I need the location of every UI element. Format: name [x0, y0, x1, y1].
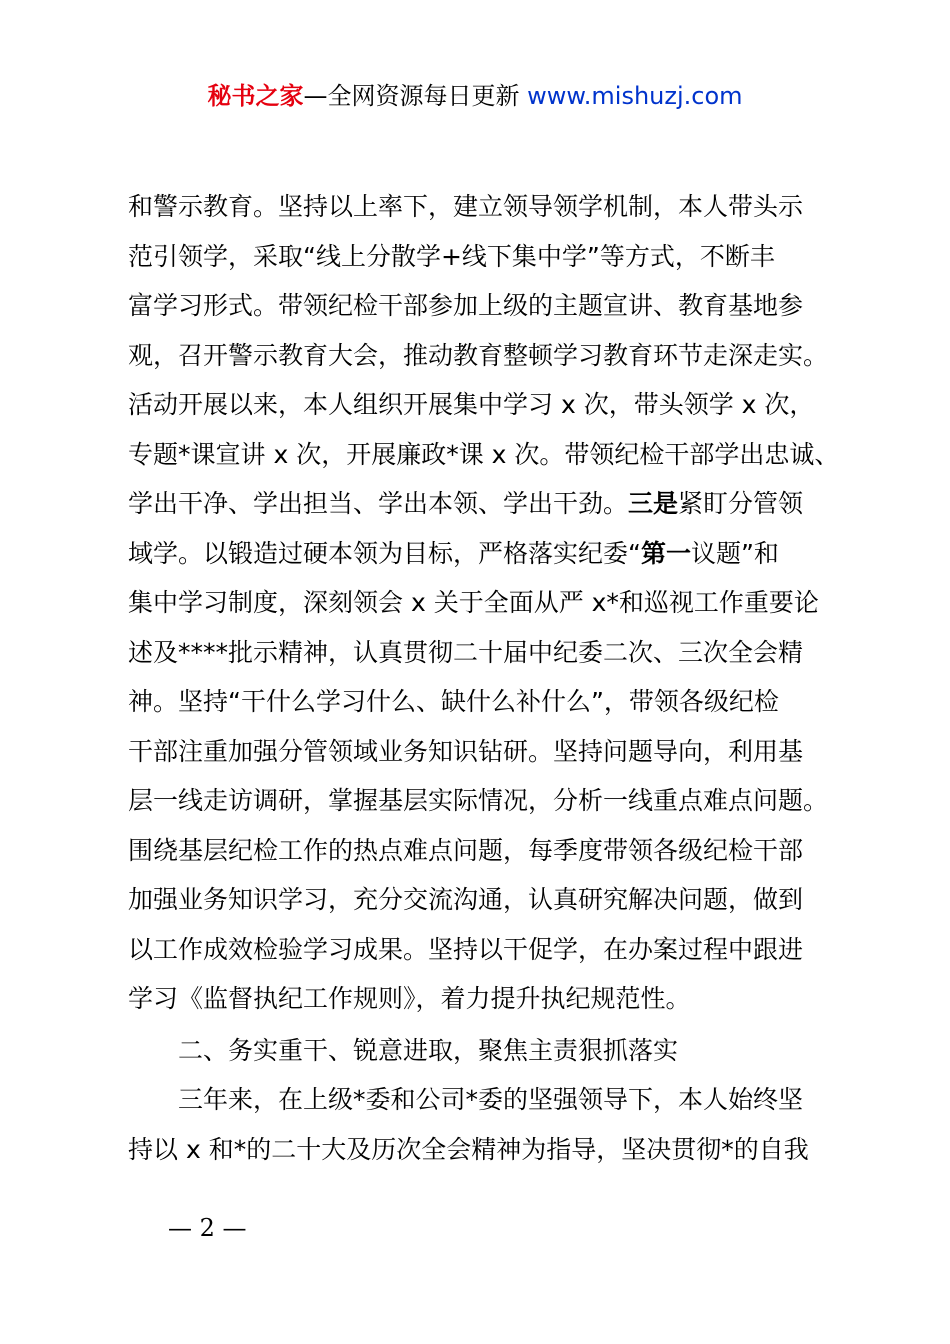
text-line: 观，召开警示教育大会，推动教育整顿学习教育环节走深走实。 [128, 340, 829, 370]
site-brand: 秘书之家 [207, 82, 304, 110]
page-number: — 2 — [168, 1214, 247, 1242]
site-tagline: —全网资源每日更新 [303, 82, 528, 110]
text-line: 述及****批示精神，认真贯彻二十届中纪委二次、三次全会精 [128, 637, 804, 667]
text-run: 域学。以锻造过硬本领为目标，严格落实纪委“ [128, 538, 641, 568]
text-line: 持以 x 和*的二十大及历次全会精神为指导，坚决贯彻*的自我 [128, 1134, 809, 1164]
text-line: 以工作成效检验学习成果。坚持以干促学，在办案过程中跟进 [128, 934, 804, 964]
text-line [128, 529, 838, 579]
site-header [0, 78, 950, 114]
text-line: 神。坚持“干什么学习什么、缺什么补什么”，带领各级纪检 [128, 687, 779, 716]
text-line: 层一线走访调研，掌握基层实际情况，分析一线重点难点问题。 [128, 786, 829, 815]
text-line: 集中学习制度，深刻领会 x 关于全面从严 x*和巡视工作重要论 [128, 588, 819, 617]
text-line: 学习《监督执纪工作规则》，着力提升执纪规范性。 [128, 984, 691, 1013]
section-heading: 二、务实重干、锐意进取，聚焦主责狠抓落实 [178, 1035, 679, 1065]
text-line: 三年来，在上级*委和公司*委的坚强领导下，本人始终坚 [178, 1085, 804, 1114]
site-url-link[interactable]: www.mishuzj.com [527, 82, 743, 110]
text-line: 加强业务知识学习，充分交流沟通，认真研究解决问题，做到 [128, 885, 804, 914]
text-run: 学出干净、学出担当、学出本领、学出干劲。 [128, 489, 629, 518]
text-line: 围绕基层纪检工作的热点难点问题，每季度带领各级纪检干部 [128, 835, 804, 865]
text-run: 议题”和 [690, 538, 779, 568]
text-line: 范引领学，采取“线上分散学+线下集中学”等方式，不断丰 [128, 241, 775, 271]
text-run: 紧盯分管领 [678, 489, 804, 518]
text-line: 富学习形式。带领纪检干部参加上级的主题宣讲、教育基地参 [128, 291, 804, 320]
text-line [128, 479, 838, 529]
document-body [128, 182, 838, 1174]
emphasis-run: 三是 [628, 489, 679, 518]
text-line: 活动开展以来，本人组织开展集中学习 x 次，带头领学 x 次， [128, 390, 815, 419]
text-line: 和警示教育。坚持以上率下，建立领导领学机制，本人带头示 [128, 192, 804, 221]
text-line: 专题*课宣讲 x 次，开展廉政*课 x 次。带领纪检干部学出忠诚、 [128, 439, 840, 469]
emphasis-run: 第一 [640, 538, 691, 568]
text-line: 干部注重加强分管领域业务知识钻研。坚持问题导向，利用基 [128, 736, 804, 766]
